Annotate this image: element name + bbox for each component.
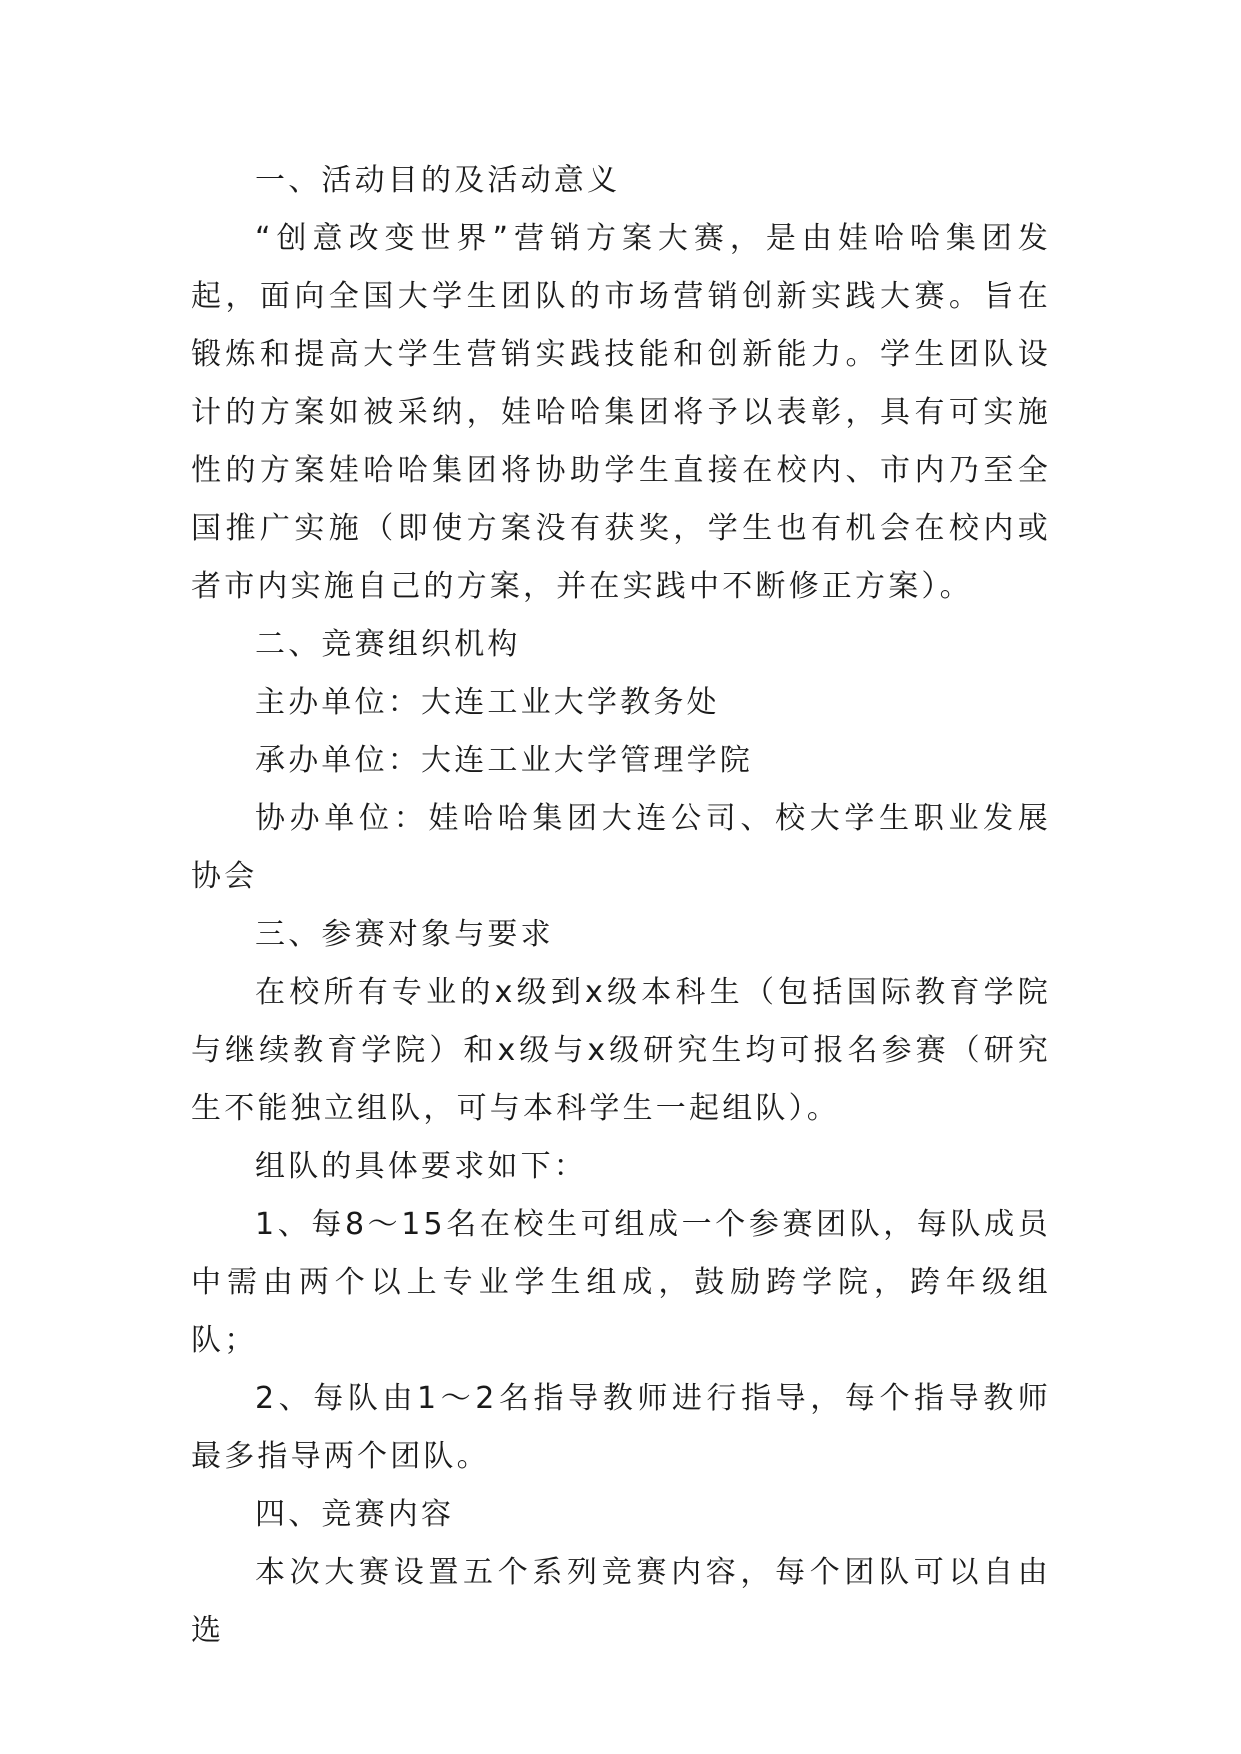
paragraph-team-rule-2: 2、每队由1～2名指导教师进行指导，每个指导教师最多指导两个团队。	[191, 1381, 1051, 1474]
paragraph-eligibility: 在校所有专业的x级到x级本科生（包括国际教育学院与继续教育学院）和x级与x级研究生均可报名参赛（研究生不能独立组队，可与本科学生一起组队）。	[191, 975, 1051, 1126]
paragraph-team-requirements-intro: 组队的具体要求如下：	[255, 1149, 587, 1184]
paragraph-co-organizer-unit: 协办单位：娃哈哈集团大连公司、校大学生职业发展协会	[191, 801, 1051, 894]
paragraph-host-unit: 主办单位：大连工业大学教务处	[255, 685, 720, 720]
section-heading-purpose: 一、活动目的及活动意义	[255, 163, 621, 198]
section-heading-organization: 二、竞赛组织机构	[255, 627, 521, 662]
document-body	[191, 152, 1051, 1660]
section-heading-participants: 三、参赛对象与要求	[255, 917, 554, 952]
paragraph-purpose-description: “创意改变世界”营销方案大赛，是由娃哈哈集团发起，面向全国大学生团队的市场营销创新实践大赛。旨在锻炼和提高大学生营销实践技能和创新能力。学生团队设计的方案如被采纳，娃哈哈集团将予以表彰，具有可实施性的方案娃哈哈集团将协助学生直接在校内、市内乃至全国推广实施（即使方案没有获奖，学生也有机会在校内或者市内实施自己的方案，并在实践中不断修正方案）。	[191, 221, 1051, 604]
paragraph-organizer-unit: 承办单位：大连工业大学管理学院	[255, 743, 753, 778]
paragraph-team-rule-1: 1、每8～15名在校生可组成一个参赛团队，每队成员中需由两个以上专业学生组成，鼓励跨学院，跨年级组队；	[191, 1207, 1051, 1358]
section-heading-content: 四、竞赛内容	[255, 1497, 455, 1532]
paragraph-content-description: 本次大赛设置五个系列竞赛内容，每个团队可以自由选	[191, 1555, 1051, 1648]
